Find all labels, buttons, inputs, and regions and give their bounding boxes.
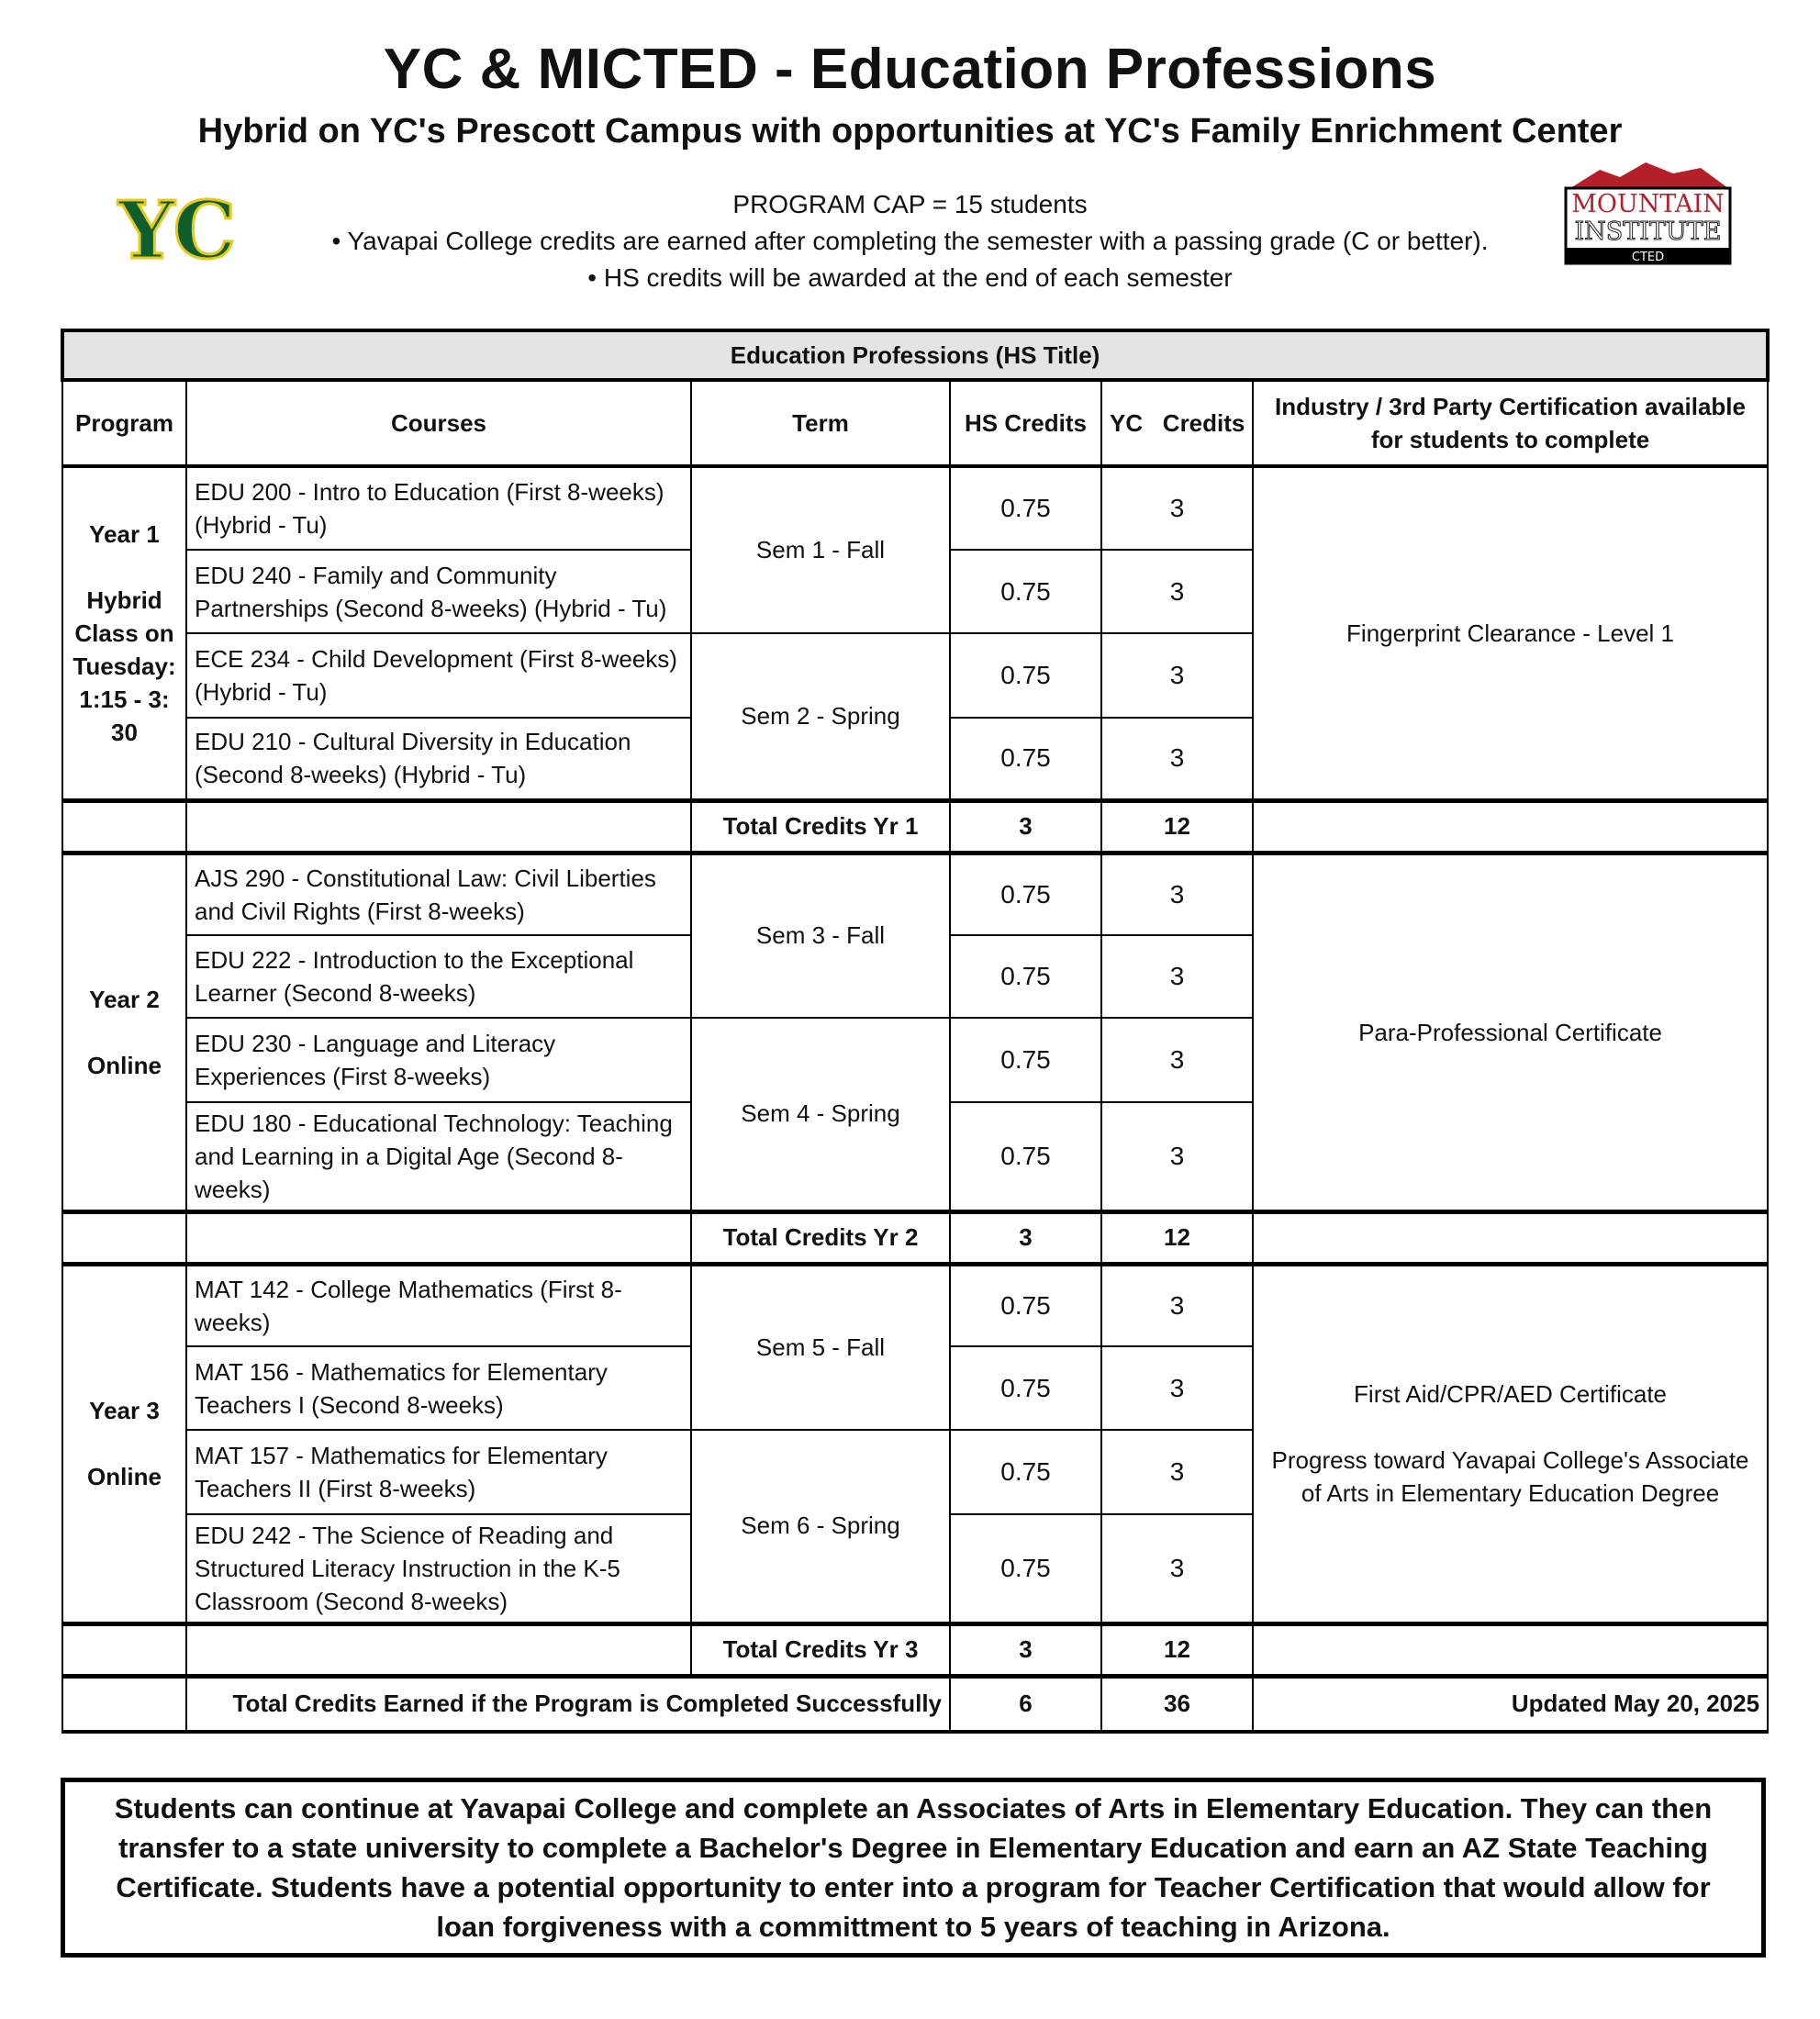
credit-note-1: • Yavapai College credits are earned after completing the semester with a passing grade (C or better). xyxy=(331,227,1489,255)
hs-credits-cell: 0.75 xyxy=(950,1018,1101,1102)
col-header-hs-credits: HS Credits xyxy=(950,380,1101,466)
total-row-year-2 xyxy=(62,1211,1768,1264)
grand-total-row xyxy=(62,1676,1768,1732)
course-name: ECE 234 - Child Development (First 8-weeks) (Hybrid - Tu) xyxy=(186,633,691,718)
yc-credits-cell: 3 xyxy=(1101,718,1253,800)
yc-credits-cell: 3 xyxy=(1101,633,1253,718)
total-hs-credits: 3 xyxy=(950,1211,1101,1264)
total-row-year-3 xyxy=(62,1623,1768,1676)
course-name: MAT 156 - Mathematics for Elementary Teachers I (Second 8-weeks) xyxy=(186,1346,691,1430)
total-row-year-1 xyxy=(62,800,1768,853)
program-line: Year 3 xyxy=(89,1397,160,1424)
term-cell: Sem 6 - Spring xyxy=(691,1430,950,1623)
total-label: Total Credits Yr 1 xyxy=(691,800,950,853)
course-name: EDU 200 - Intro to Education (First 8-weeks) (Hybrid - Tu) xyxy=(186,466,691,550)
yc-credits-cell: 3 xyxy=(1101,935,1253,1018)
certification-line xyxy=(1261,1411,1759,1444)
course-name: EDU 242 - The Science of Reading and Structured Literacy Instruction in the K-5 Classroom (Second 8-weeks) xyxy=(186,1514,691,1623)
program-line: Hybrid xyxy=(86,586,162,614)
term-cell: Sem 5 - Fall xyxy=(691,1264,950,1430)
certification-line: Fingerprint Clearance - Level 1 xyxy=(1346,619,1675,647)
course-name: EDU 230 - Language and Literacy Experiences (First 8-weeks) xyxy=(186,1018,691,1102)
total-empty-cert xyxy=(1253,800,1768,853)
logo-mountain-text: MOUNTAIN xyxy=(1571,190,1725,218)
total-empty-program xyxy=(62,800,186,853)
program-line xyxy=(65,551,184,584)
col-header-term: Term xyxy=(691,380,950,466)
continuation-note xyxy=(61,1778,1766,1958)
hs-title-header: Education Professions (HS Title) xyxy=(62,330,1768,380)
yc-credits-cell: 3 xyxy=(1101,550,1253,633)
hs-credits-cell: 0.75 xyxy=(950,466,1101,550)
program-cell-year-3 xyxy=(62,1264,186,1623)
yc-logo-text: YC xyxy=(117,184,237,277)
logo-institute-text: INSTITUTE xyxy=(1574,218,1722,246)
yc-credits-cell: 3 xyxy=(1101,853,1253,935)
program-line: Year 2 xyxy=(89,985,160,1013)
program-line: Year 1 xyxy=(89,519,160,548)
course-name: MAT 157 - Mathematics for Elementary Teachers II (First 8-weeks) xyxy=(186,1430,691,1514)
program-line: Tuesday: xyxy=(73,652,176,680)
hs-credits-cell: 0.75 xyxy=(950,718,1101,800)
program-line: 1:15 - 3: xyxy=(79,685,170,713)
program-table xyxy=(61,329,1770,1734)
program-cap: PROGRAM CAP = 15 students xyxy=(732,190,1088,218)
col-header-courses: Courses xyxy=(186,380,691,466)
program-line xyxy=(65,1427,184,1460)
yc-credits-cell: 3 xyxy=(1101,1346,1253,1430)
hs-credits-cell: 0.75 xyxy=(950,935,1101,1018)
total-empty-cert xyxy=(1253,1211,1768,1264)
mountain-institute-logo xyxy=(1563,161,1733,269)
hs-credits-cell: 0.75 xyxy=(950,853,1101,935)
hs-credits-cell: 0.75 xyxy=(950,1430,1101,1514)
course-row xyxy=(62,466,1768,550)
page-title: YC & MICTED - Education Professions xyxy=(383,38,1437,101)
program-cell-year-2 xyxy=(62,853,186,1211)
yc-credits-cell: 3 xyxy=(1101,1514,1253,1623)
hs-credits-cell: 0.75 xyxy=(950,1514,1101,1623)
total-yc-credits: 12 xyxy=(1101,1211,1253,1264)
total-hs-credits: 3 xyxy=(950,1623,1101,1676)
mountain-shape-icon xyxy=(1570,162,1728,188)
total-empty-course xyxy=(186,1211,691,1264)
course-row xyxy=(62,853,1768,935)
program-line: Class on xyxy=(74,619,174,647)
total-label: Total Credits Yr 2 xyxy=(691,1211,950,1264)
yc-credits-cell: 3 xyxy=(1101,1102,1253,1211)
yc-credits-cell: 3 xyxy=(1101,1018,1253,1102)
hs-credits-cell: 0.75 xyxy=(950,550,1101,633)
credit-note-2: • HS credits will be awarded at the end of each semester xyxy=(587,263,1233,292)
hs-credits-cell: 0.75 xyxy=(950,1264,1101,1346)
course-name: EDU 222 - Introduction to the Exceptional Learner (Second 8-weeks) xyxy=(186,935,691,1018)
total-yc-credits: 12 xyxy=(1101,800,1253,853)
total-empty-cert xyxy=(1253,1623,1768,1676)
term-cell: Sem 2 - Spring xyxy=(691,633,950,800)
total-empty-program xyxy=(62,1211,186,1264)
course-name: MAT 142 - College Mathematics (First 8-weeks) xyxy=(186,1264,691,1346)
course-name: EDU 180 - Educational Technology: Teaching and Learning in a Digital Age (Second 8-weeks) xyxy=(186,1102,691,1211)
term-cell: Sem 3 - Fall xyxy=(691,853,950,1018)
hs-credits-cell: 0.75 xyxy=(950,1346,1101,1430)
total-empty-course xyxy=(186,800,691,853)
updated-date: Updated May 20, 2025 xyxy=(1253,1676,1768,1732)
grand-total-label: Total Credits Earned if the Program is Completed Successfully xyxy=(186,1676,950,1732)
yc-credits-cell: 3 xyxy=(1101,1264,1253,1346)
course-row xyxy=(62,1264,1768,1346)
certification-line: Progress toward Yavapai College's Associate of Arts in Elementary Education Degree xyxy=(1271,1446,1749,1507)
logo-cted-text: CTED xyxy=(1631,251,1665,264)
course-name: EDU 240 - Family and Community Partnerships (Second 8-weeks) (Hybrid - Tu) xyxy=(186,550,691,633)
course-name: EDU 210 - Cultural Diversity in Education (Second 8-weeks) (Hybrid - Tu) xyxy=(186,718,691,800)
grand-total-yc: 36 xyxy=(1101,1676,1253,1732)
certification-cell-year-2 xyxy=(1253,853,1768,1211)
yc-logo xyxy=(117,177,237,277)
total-yc-credits: 12 xyxy=(1101,1623,1253,1676)
course-name: AJS 290 - Constitutional Law: Civil Liberties and Civil Rights (First 8-weeks) xyxy=(186,853,691,935)
term-cell: Sem 4 - Spring xyxy=(691,1018,950,1211)
hs-credits-cell: 0.75 xyxy=(950,1102,1101,1211)
program-line: Online xyxy=(87,1463,162,1490)
program-info xyxy=(275,186,1545,296)
grand-empty-program xyxy=(62,1676,186,1732)
page-subtitle: Hybrid on YC's Prescott Campus with opportunities at YC's Family Enrichment Center xyxy=(197,112,1623,151)
certification-line: First Aid/CPR/AED Certificate xyxy=(1354,1380,1668,1408)
program-line xyxy=(65,1016,184,1049)
total-empty-course xyxy=(186,1623,691,1676)
program-cell-year-1 xyxy=(62,466,186,800)
col-header-certification: Industry / 3rd Party Certification available for students to complete xyxy=(1253,380,1768,466)
continuation-note-text: Students can continue at Yavapai College and complete an Associates of Arts in Elementary Education. They can then transfer to a state university to complete a Bachelor's Degree in Elementary Education and earn an AZ State Teaching Certificate. Students have a potential opportunity to enter into a program for Teacher Certification that would allow for loan forgiveness with a committment to 5 years of teaching in Arizona. xyxy=(114,1792,1713,1943)
program-line: 30 xyxy=(111,718,138,746)
certification-cell-year-3 xyxy=(1253,1264,1768,1623)
program-line: Online xyxy=(87,1051,162,1079)
certification-cell-year-1 xyxy=(1253,466,1768,800)
total-hs-credits: 3 xyxy=(950,800,1101,853)
total-label: Total Credits Yr 3 xyxy=(691,1623,950,1676)
certification-line: Para-Professional Certificate xyxy=(1358,1018,1662,1046)
yc-credits-cell: 3 xyxy=(1101,466,1253,550)
col-header-yc-credits: YC Credits xyxy=(1101,380,1253,466)
term-cell: Sem 1 - Fall xyxy=(691,466,950,633)
hs-credits-cell: 0.75 xyxy=(950,633,1101,718)
grand-total-hs: 6 xyxy=(950,1676,1101,1732)
total-empty-program xyxy=(62,1623,186,1676)
col-header-program: Program xyxy=(62,380,186,466)
yc-credits-cell: 3 xyxy=(1101,1430,1253,1514)
